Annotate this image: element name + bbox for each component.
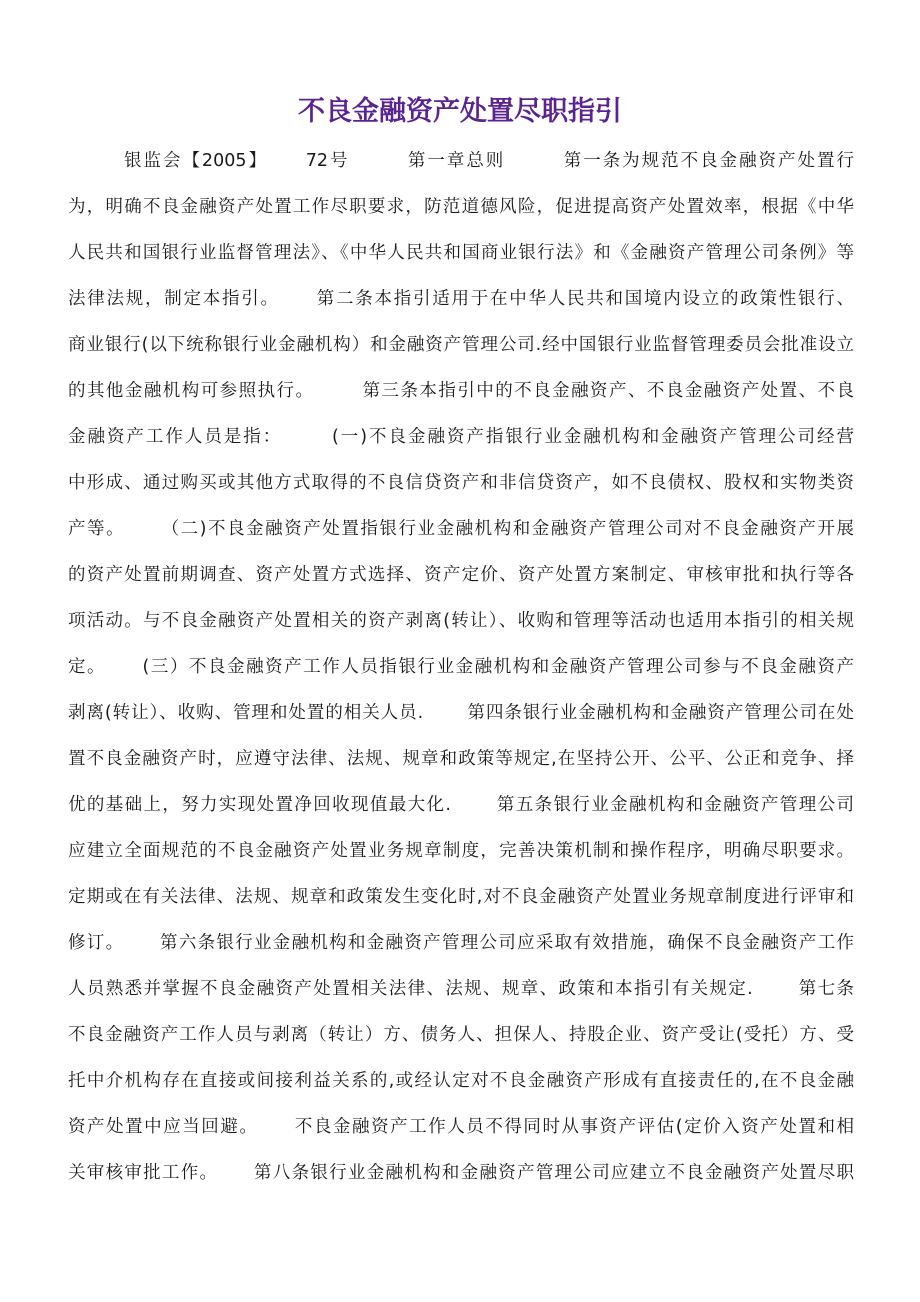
body-line: 的其他金融机构可参照执行。 第三条本指引中的不良金融资产、不良金融资产处置、不良: [68, 381, 854, 401]
body-line: 置不良金融资产时，应遵守法律、法规、规章和政策等规定,在坚持公开、公平、公正和竞争、择: [68, 749, 854, 769]
body-line: 应建立全面规范的不良金融资产处置业务规章制度，完善决策机制和操作程序，明确尽职要求。: [68, 841, 854, 861]
body-line: 中形成、通过购买或其他方式取得的不良信贷资产和非信贷资产，如不良债权、股权和实物类资: [68, 473, 854, 493]
document-title: 不良金融资产处置尽职指引: [298, 96, 622, 127]
body-line: 为，明确不良金融资产处置工作尽职要求，防范道德风险，促进提高资产处置效率，根据《中华: [68, 197, 854, 217]
body-line: 银监会【2005】 72号 第一章总则 第一条为规范不良金融资产处置行: [124, 151, 854, 171]
body-line: 资产处置中应当回避。 不良金融资产工作人员不得同时从事资产评估(定价入资产处置和相: [68, 1117, 854, 1137]
body-line: 人民共和国银行业监督管理法》、《中华人民共和国商业银行法》和《金融资产管理公司条例》等: [68, 243, 854, 263]
body-line: 定期或在有关法律、法规、规章和政策发生变化时,对不良金融资产处置业务规章制度进行评审和: [68, 887, 854, 907]
body-line: 托中介机构存在直接或间接利益关系的,或经认定对不良金融资产形成有直接责任的,在不良金融: [68, 1071, 854, 1091]
body-line: 定。 (三）不良金融资产工作人员指银行业金融机构和金融资产管理公司参与不良金融资产: [68, 657, 854, 677]
body-line: 法律法规，制定本指引。 第二条本指引适用于在中华人民共和国境内设立的政策性银行、: [68, 289, 854, 309]
document-body: [68, 144, 854, 1202]
body-line: 商业银行(以下统称银行业金融机构）和金融资产管理公司.经中国银行业监督管理委员会批准设立: [68, 335, 854, 355]
body-line: 金融资产工作人员是指： (一)不良金融资产指银行业金融机构和金融资产管理公司经营: [68, 427, 854, 447]
body-line: 的资产处置前期调查、资产处置方式选择、资产定价、资产处置方案制定、审核审批和执行等各: [68, 565, 854, 585]
body-line: 人员熟悉并掌握不良金融资产处置相关法律、法规、规章、政策和本指引有关规定. 第七条: [68, 979, 854, 999]
body-line: 项活动。与不良金融资产处置相关的资产剥离(转让）、收购和管理等活动也适用本指引的相关规: [68, 611, 854, 631]
body-line: 关审核审批工作。 第八条银行业金融机构和金融资产管理公司应建立不良金融资产处置尽职: [68, 1163, 854, 1183]
body-line: 剥离(转让）、收购、管理和处置的相关人员. 第四条银行业金融机构和金融资产管理公司在处: [68, 703, 854, 723]
body-line: 修订。 第六条银行业金融机构和金融资产管理公司应采取有效措施，确保不良金融资产工作: [68, 933, 854, 953]
body-line: 产等。 （二)不良金融资产处置指银行业金融机构和金融资产管理公司对不良金融资产开展: [68, 519, 854, 539]
body-line: 不良金融资产工作人员与剥离（转让）方、债务人、担保人、持股企业、资产受让(受托）方、受: [68, 1025, 854, 1045]
body-line: 优的基础上，努力实现处置净回收现值最大化. 第五条银行业金融机构和金融资产管理公司: [68, 795, 854, 815]
